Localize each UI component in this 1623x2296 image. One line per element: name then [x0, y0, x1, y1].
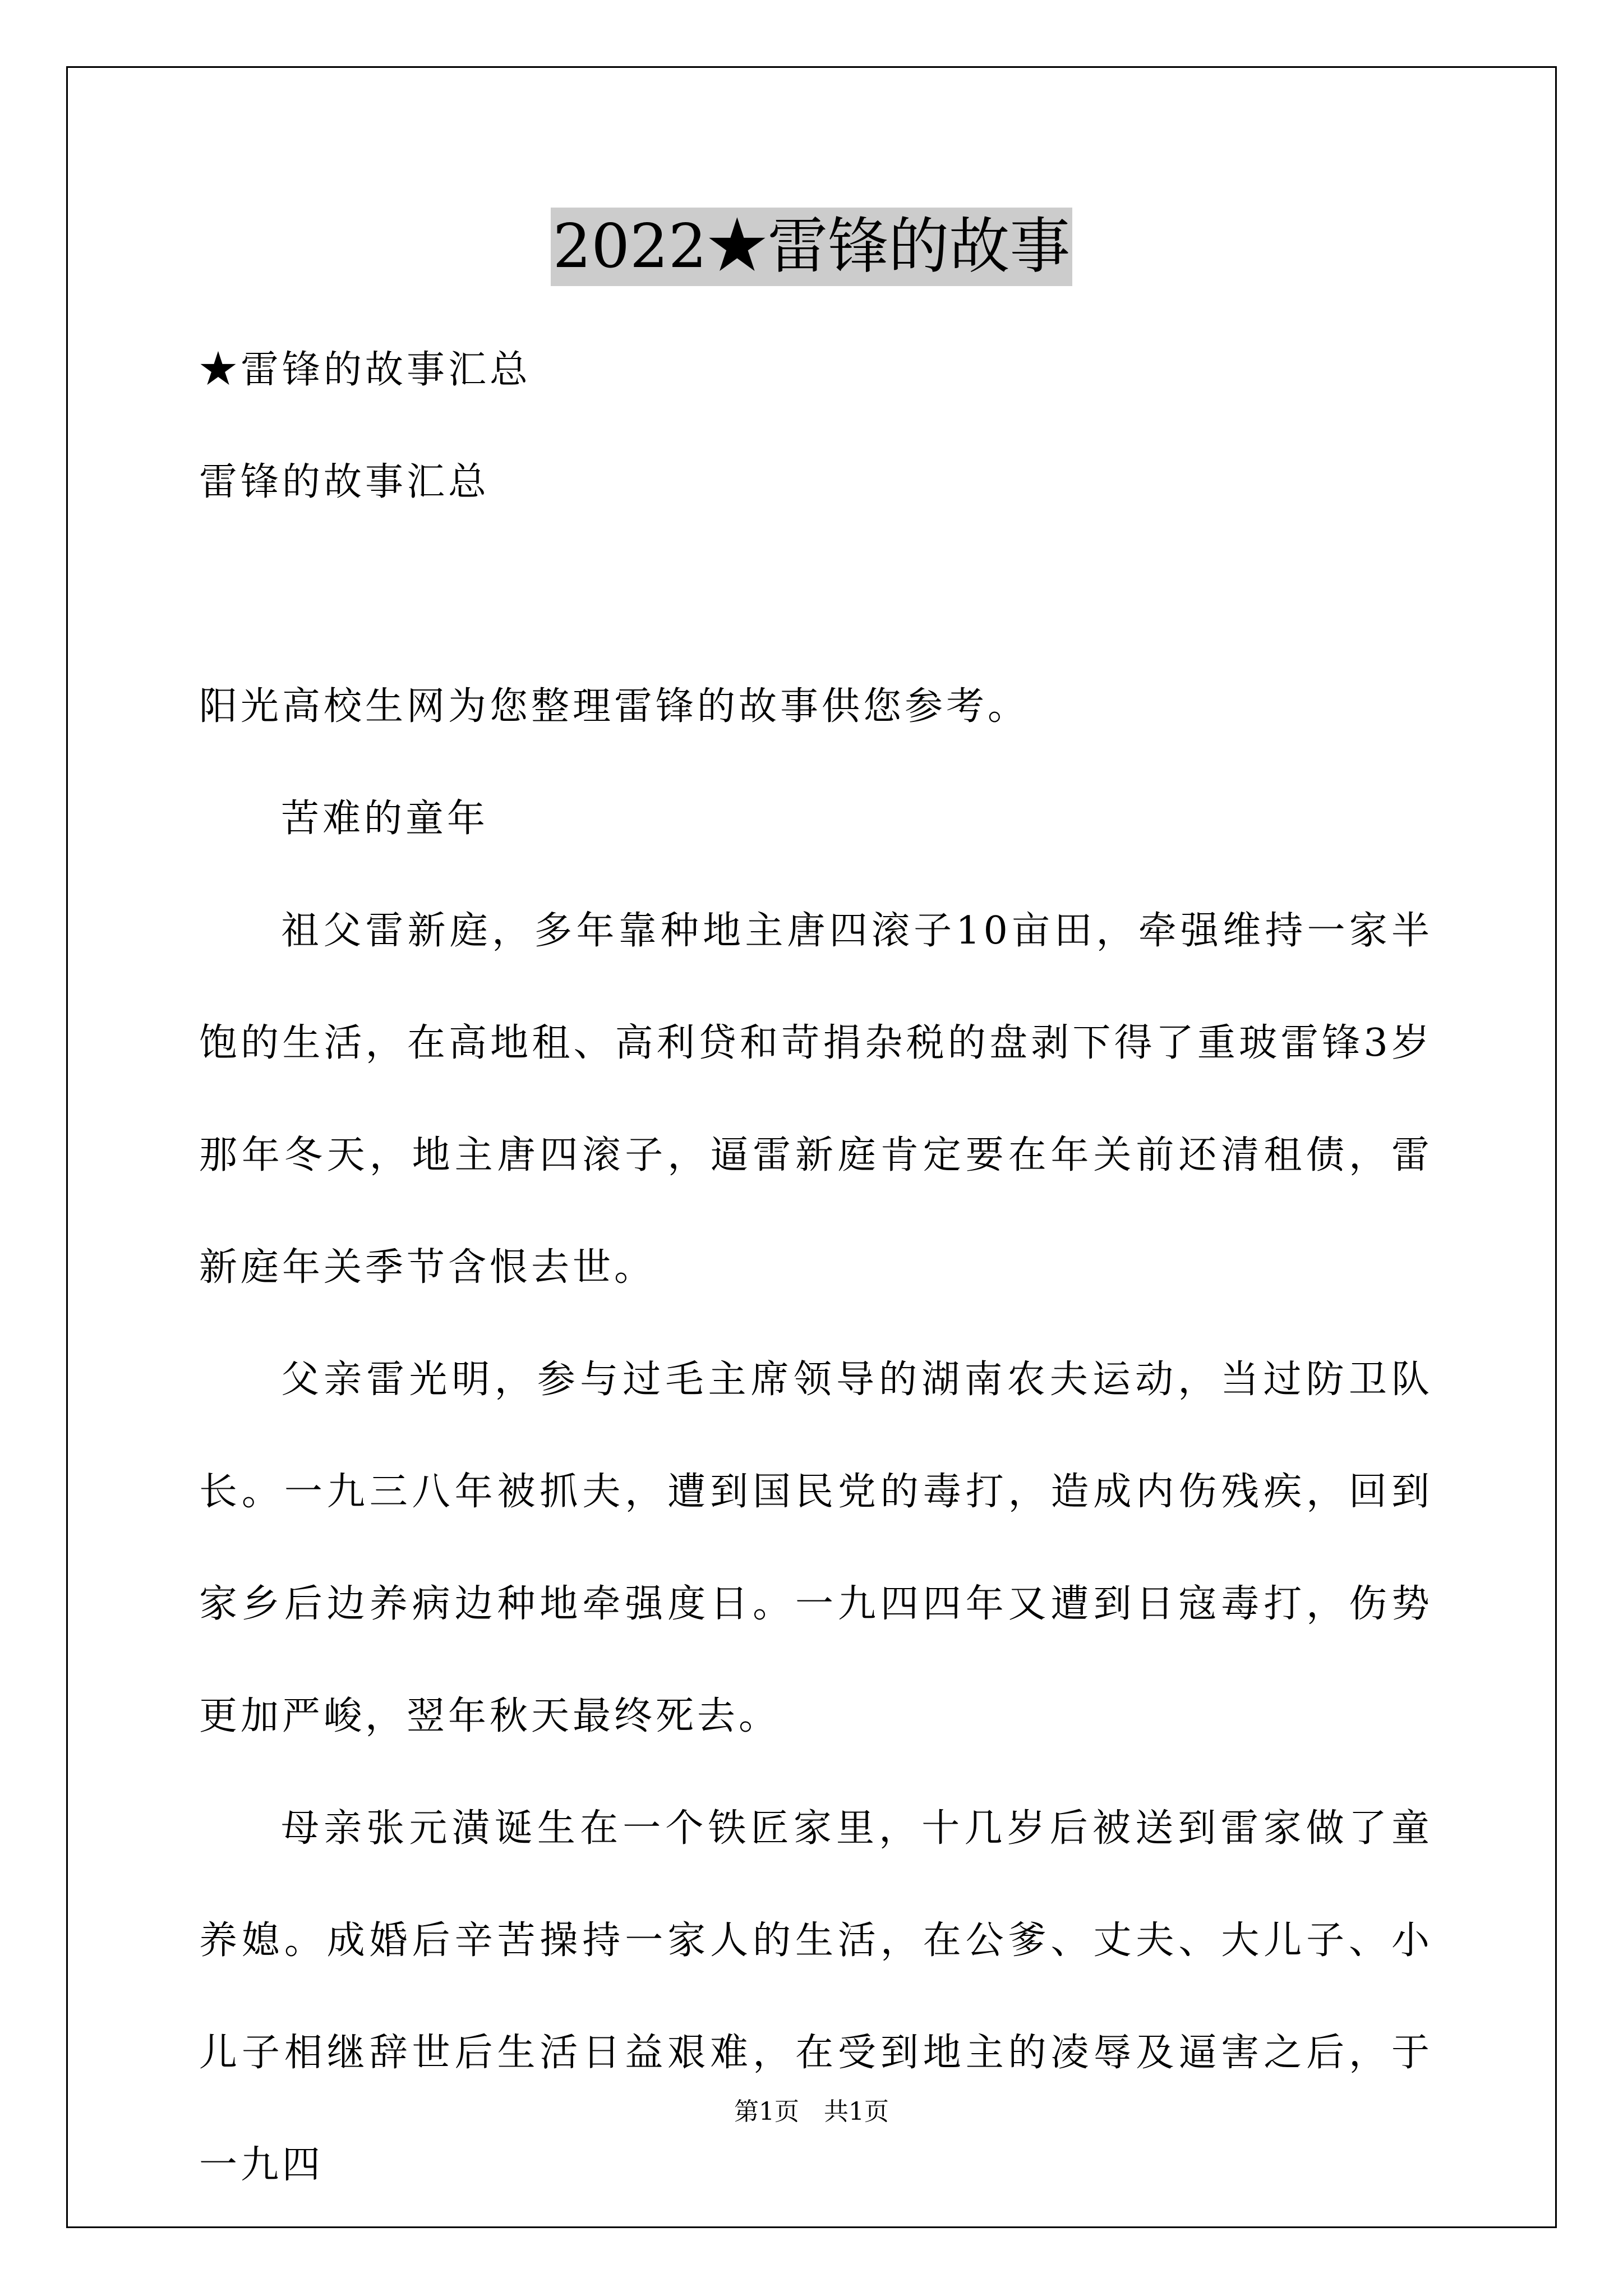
- heading-star: ★雷锋的故事汇总: [199, 348, 532, 392]
- document-body: [199, 345, 1433, 2221]
- page-footer: 第1页 共1页: [734, 2097, 889, 2126]
- heading-plain: 雷锋的故事汇总: [199, 460, 490, 504]
- paragraph-mother: 母亲张元潢诞生在一个铁匠家里，十几岁后被送到雷家做了童养媳。成婚后辛苦操持一家人的生活，在公爹、丈夫、大儿子、小儿子相继辞世后生活日益艰难，在受到地主的凌辱及逼害之后，于一九四: [199, 1806, 1433, 2187]
- section-title: 苦难的童年: [281, 797, 489, 841]
- paragraph-father: 父亲雷光明，参与过毛主席领导的湖南农夫运动，当过防卫队长。一九三八年被抓夫，遭到国民党的毒打，造成内伤残疾，回到家乡后边养病边种地牵强度日。一九四四年又遭到日寇毒打，伤势更加严峻，翌年秋天最终死去。: [199, 1358, 1433, 1738]
- document-title: 2022★雷锋的故事: [551, 208, 1073, 286]
- title-wrapper: [0, 208, 1623, 286]
- paragraph-grandfather: 祖父雷新庭，多年靠种地主唐四滚子10亩田，牵强维持一家半饱的生活，在高地租、高利贷和苛捐杂税的盘剥下得了重玻雷锋3岁那年冬天，地主唐四滚子，逼雷新庭肯定要在年关前还清租债，雷新庭年关季节含恨去世。: [199, 909, 1433, 1290]
- intro-line: 阳光高校生网为您整理雷锋的故事供您参考。: [199, 684, 1030, 729]
